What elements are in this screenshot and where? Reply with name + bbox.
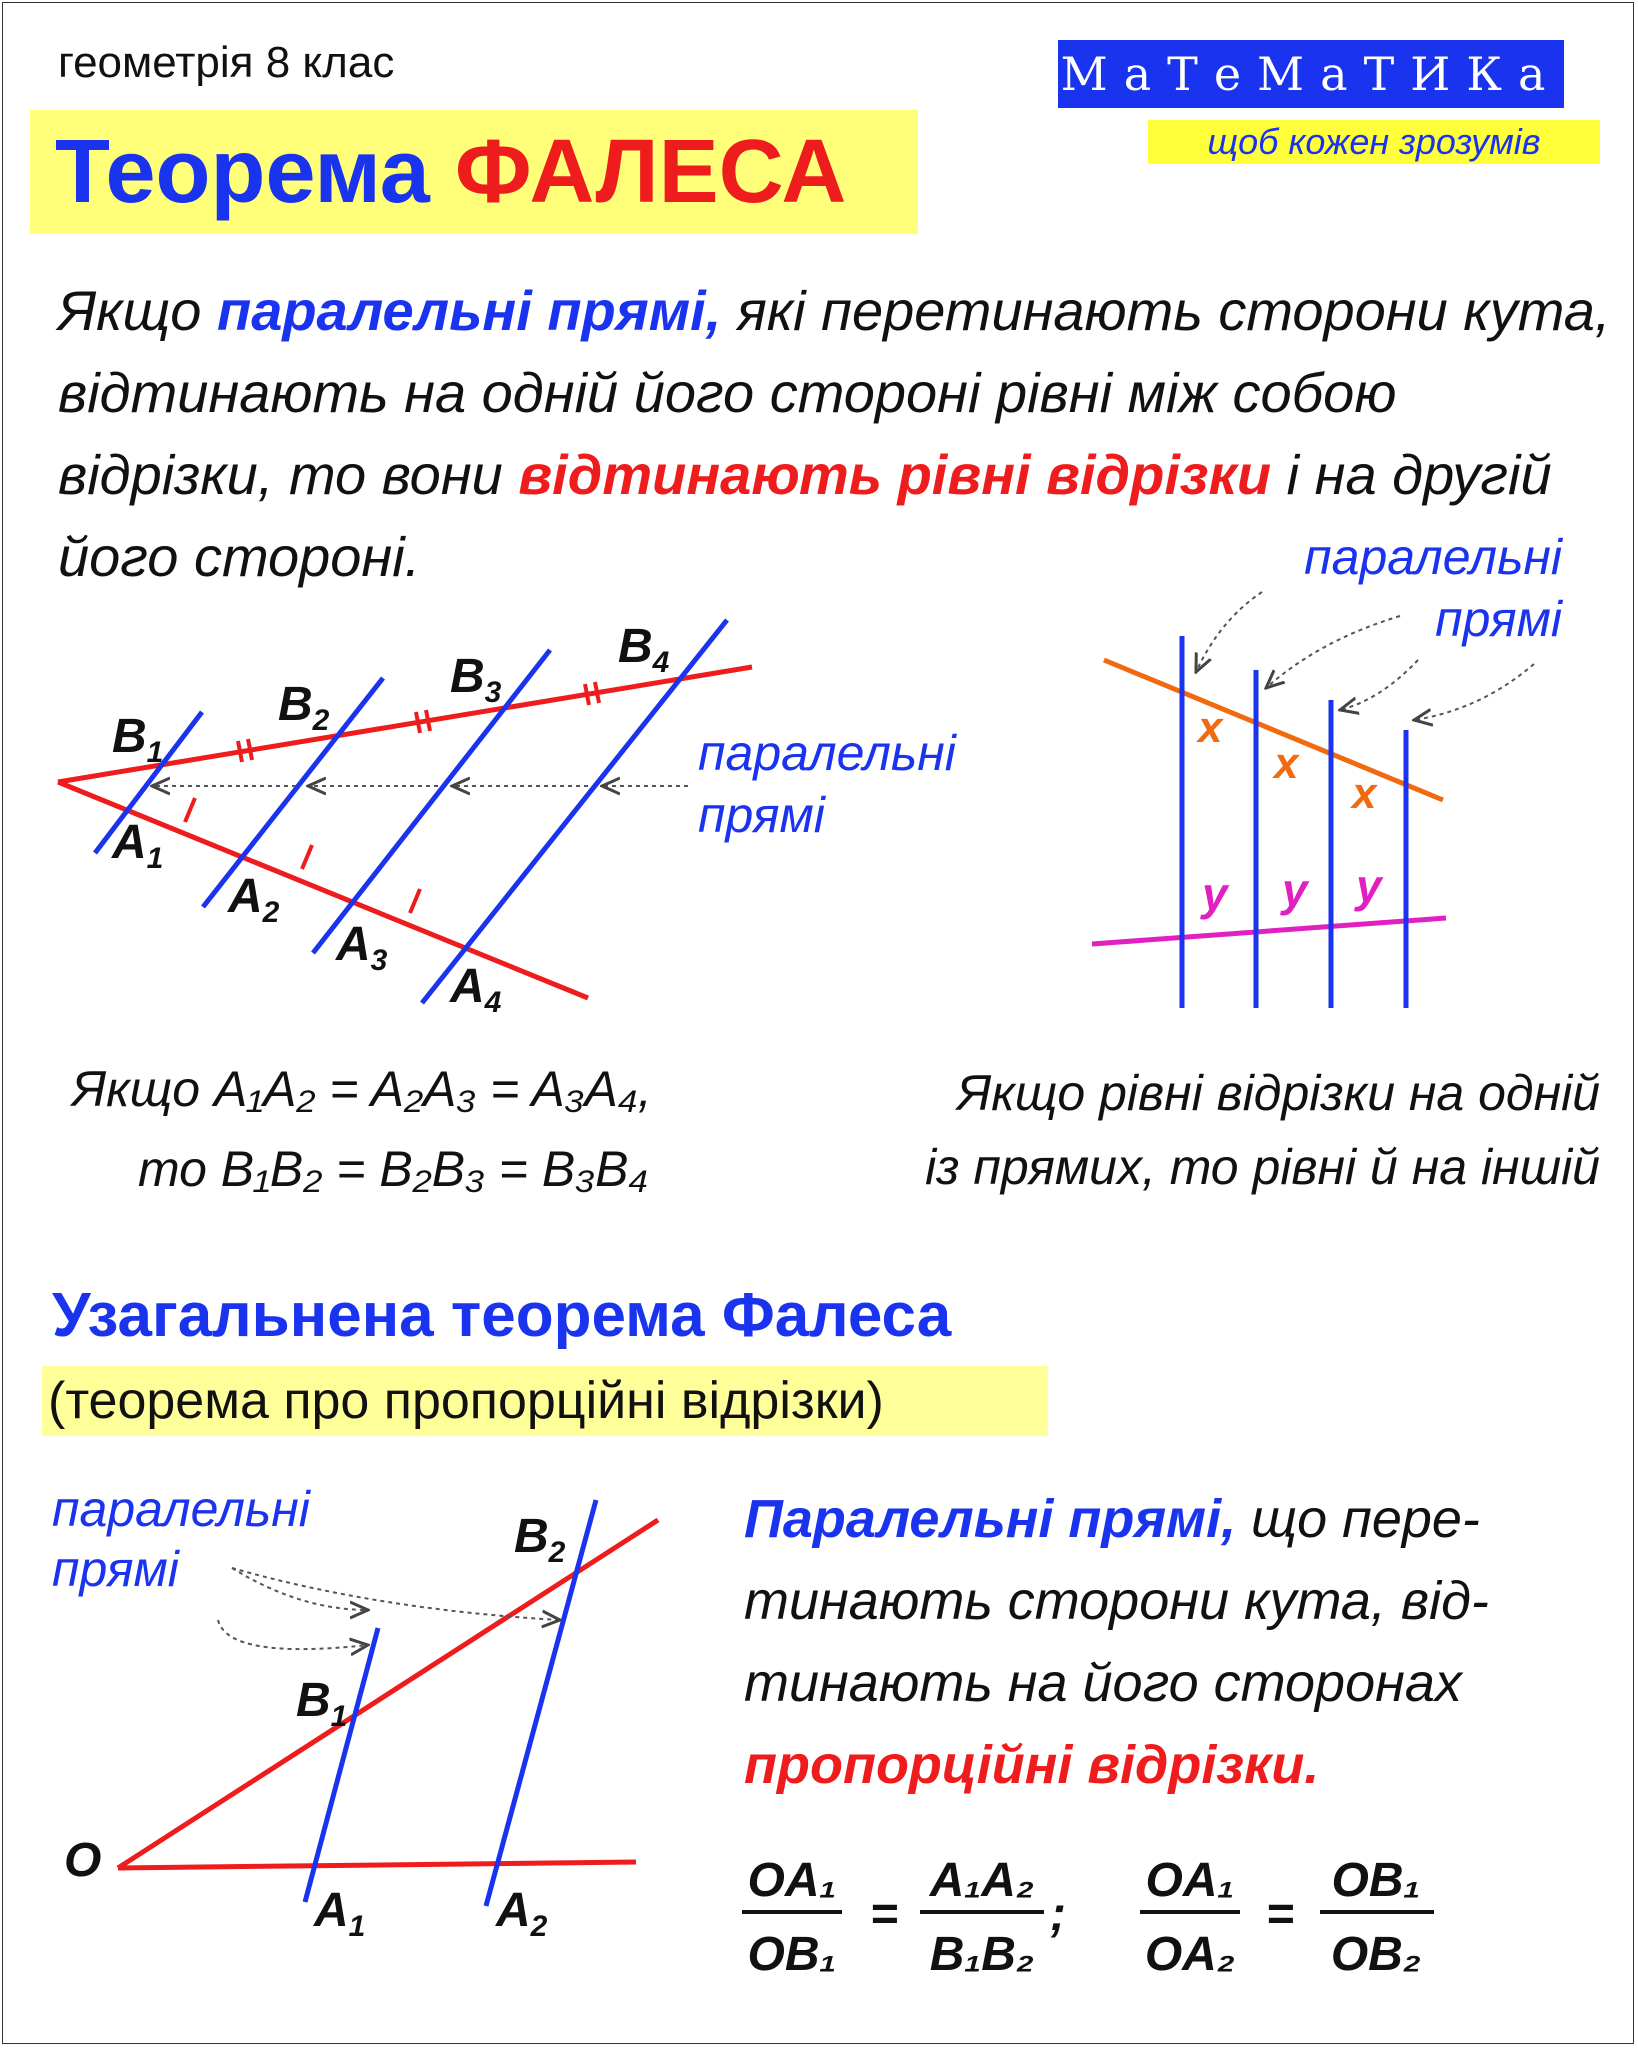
formula-3-den: OA₂ xyxy=(1144,1928,1236,1981)
parallel-note xyxy=(780,1056,1600,1204)
ray-oa xyxy=(118,1862,636,1868)
callout3-line1: паралельні xyxy=(52,1481,310,1537)
callout2-line1: паралельні xyxy=(1304,529,1562,585)
equals-2: = xyxy=(1265,1888,1295,1941)
label-b1-bottom: $B_1$ xyxy=(296,1674,348,1733)
brand-slogan: щоб кожен зрозумів xyxy=(1148,120,1600,164)
figure-parallel-lines xyxy=(1092,529,1564,1008)
formula-2-num: A₁A₂ xyxy=(929,1854,1035,1907)
title-part2: ФАЛЕСА xyxy=(454,122,847,222)
brand-logo: МаТеМаТИКа xyxy=(1058,40,1564,108)
segment-x-2: x xyxy=(1274,739,1299,788)
label-a2-bottom: $A_2$ xyxy=(496,1884,548,1943)
condition-line-1 xyxy=(72,1060,652,1118)
label-a2: $A_2$ xyxy=(228,870,280,929)
condition-then: то xyxy=(138,1141,221,1197)
callout1-line2: прямі xyxy=(698,787,825,843)
proportion-formulas xyxy=(742,1854,1434,1981)
thales-figures xyxy=(0,529,1638,1040)
formula-1-num: OA₁ xyxy=(747,1854,837,1907)
lower-ray xyxy=(58,782,588,998)
proportional-figure xyxy=(0,1460,1638,2020)
condition-line-2 xyxy=(138,1140,648,1198)
general-theorem-title: Узагальнена теорема Фалеса xyxy=(52,1281,952,1350)
formula-1-den: OB₁ xyxy=(747,1928,837,1981)
theorem-text-3: і на другій його стороні. xyxy=(58,443,1552,588)
general-theorem-subtitle: (теорема про пропорційні відрізки) xyxy=(48,1372,884,1430)
parallel-line-3 xyxy=(313,650,550,953)
lower-ray-ticks xyxy=(185,798,420,913)
general-text: що пере-тинають сторони кута, від-тинають на його сторонах xyxy=(744,1489,1489,1713)
segment-x-3: x xyxy=(1352,769,1377,818)
title-part1: Теорема xyxy=(55,122,430,222)
theorem-text-2: які перетинають сторони кута, відтинають на одній його стороні рівні між собою відрізки, то вони xyxy=(58,279,1611,506)
formula-2-den: B₁B₂ xyxy=(929,1928,1035,1981)
grade-label: геометрія 8 клас xyxy=(58,38,395,87)
callout3-line2: прямі xyxy=(52,1541,179,1597)
theorem-text-1: Якщо xyxy=(58,279,217,342)
callout-arrows-3 xyxy=(218,1568,560,1649)
label-b2: $B_2$ xyxy=(278,678,330,737)
label-b2-bottom: $B_2$ xyxy=(514,1510,566,1569)
equals-1: = xyxy=(869,1888,899,1941)
label-b1: $B_1$ xyxy=(112,710,164,769)
label-a1-bottom: $A_1$ xyxy=(314,1884,366,1943)
general-parallel-lines: Паралельні прямі, xyxy=(744,1489,1237,1549)
condition-if: Якщо xyxy=(72,1061,214,1117)
figure-proportional xyxy=(52,1481,658,1943)
label-b3: $B_3$ xyxy=(450,650,502,709)
label-a3: $A_3$ xyxy=(336,918,388,977)
page-title xyxy=(55,110,846,234)
note-line-2: із прямих, то рівні й на іншій xyxy=(925,1139,1600,1195)
callout2-line2: прямі xyxy=(1435,591,1562,647)
segment-y-1: y xyxy=(1202,868,1228,920)
theorem-parallel-lines: паралельні прямі, xyxy=(216,279,722,342)
condition-a-segments: A₁A₂ = A₂A₃ = A₃A₄, xyxy=(213,1061,652,1117)
label-a1: $A_1$ xyxy=(112,816,164,875)
semicolon: ; xyxy=(1050,1888,1066,1941)
note-line-1: Якщо рівні відрізки на одній xyxy=(957,1065,1600,1121)
segment-y-3: y xyxy=(1356,860,1382,912)
magenta-transversal xyxy=(1092,918,1446,944)
parallel-b1a1 xyxy=(305,1628,378,1902)
formula-4-num: OB₁ xyxy=(1331,1854,1421,1907)
formula-4-den: OB₂ xyxy=(1330,1928,1422,1981)
label-a4: $A_4$ xyxy=(450,960,502,1019)
callout1-line1: паралельні xyxy=(698,725,956,781)
formula-3-num: OA₁ xyxy=(1145,1854,1235,1907)
label-o: O xyxy=(64,1834,102,1887)
figure-thales-angle xyxy=(58,620,958,1019)
label-b4: $B_4$ xyxy=(618,620,670,679)
segment-x-1: x xyxy=(1198,703,1223,752)
segment-y-2: y xyxy=(1282,864,1308,916)
condition-b-segments: B₁B₂ = B₂B₃ = B₃B₄ xyxy=(220,1141,649,1197)
general-proportional: пропорційні відрізки. xyxy=(744,1735,1320,1795)
theorem-equal-segments: відтинають рівні відрізки xyxy=(518,443,1272,506)
